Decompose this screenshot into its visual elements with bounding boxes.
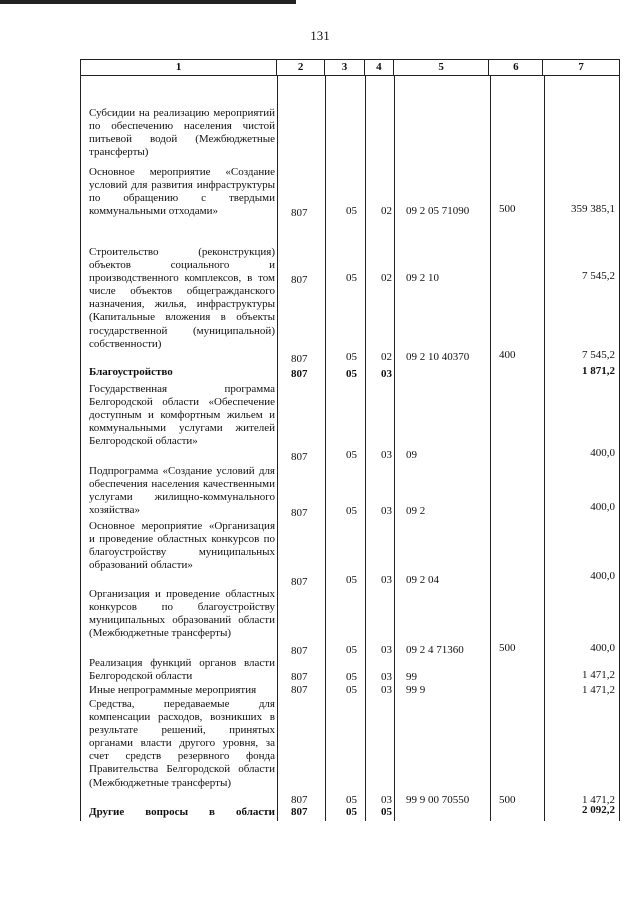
row-col-4: 03 bbox=[381, 449, 392, 461]
row-col-2: 807 bbox=[291, 207, 308, 219]
row-col-3: 05 bbox=[346, 671, 357, 683]
row-col-4: 02 bbox=[381, 272, 392, 284]
row-col-7: 1 871,2 bbox=[582, 365, 615, 377]
row-col-4: 05 bbox=[381, 806, 392, 818]
row-col-6: 500 bbox=[499, 642, 516, 654]
page-number: 131 bbox=[310, 28, 330, 43]
top-rule bbox=[0, 0, 296, 4]
table-row-section bbox=[81, 366, 621, 379]
row-col-2: 807 bbox=[291, 806, 308, 818]
row-col-3: 05 bbox=[346, 684, 357, 696]
row-col-4: 03 bbox=[381, 671, 392, 683]
row-description: Реализация функций органов власти Белгородской области bbox=[89, 657, 275, 683]
row-col-7: 1 471,2 bbox=[582, 669, 615, 681]
row-col-5: 99 9 00 70550 bbox=[406, 794, 470, 806]
row-col-5: 09 2 05 71090 bbox=[406, 205, 470, 217]
header-col-2: 2 bbox=[276, 60, 324, 75]
row-col-7: 400,0 bbox=[590, 447, 615, 459]
row-description: Строительство (реконструкция) объектов социального и производственного комплексов, в том числе объектов общегражданского назначения, жилья, инфраструктуры (Капитальные вложения в объекты государственной (муниципальной) собственности) bbox=[89, 246, 275, 350]
row-col-4: 03 bbox=[381, 368, 392, 380]
row-col-5: 09 2 10 40370 bbox=[406, 351, 470, 363]
table-body bbox=[80, 76, 620, 821]
table-row bbox=[81, 657, 621, 684]
header-col-5: 5 bbox=[393, 60, 489, 75]
row-col-4: 03 bbox=[381, 684, 392, 696]
row-col-4: 03 bbox=[381, 644, 392, 656]
row-col-6: 500 bbox=[499, 203, 516, 215]
row-col-2: 807 bbox=[291, 576, 308, 588]
row-col-2: 807 bbox=[291, 368, 308, 380]
row-col-4: 03 bbox=[381, 505, 392, 517]
row-col-7: 1 471,2 bbox=[582, 684, 615, 696]
row-description: Субсидии на реализацию мероприятий по обеспечению населения чистой питьевой водой (Межбюджетные трансферты) bbox=[89, 107, 275, 159]
row-col-3: 05 bbox=[346, 368, 357, 380]
row-description: Основное мероприятие «Создание условий для развития инфраструктуры по обращению с твердыми коммунальными отходами» bbox=[89, 166, 275, 218]
table-row bbox=[81, 698, 621, 805]
row-col-7: 400,0 bbox=[590, 570, 615, 582]
row-col-3: 05 bbox=[346, 644, 357, 656]
header-col-4: 4 bbox=[364, 60, 393, 75]
budget-table bbox=[80, 59, 620, 821]
row-col-2: 807 bbox=[291, 353, 308, 365]
row-col-3: 05 bbox=[346, 794, 357, 806]
table-row bbox=[81, 684, 621, 697]
row-col-7: 2 092,2 bbox=[582, 804, 615, 816]
row-col-3: 05 bbox=[346, 351, 357, 363]
row-col-7: 7 545,2 bbox=[582, 349, 615, 361]
row-description: Иные непрограммные мероприятия bbox=[89, 684, 257, 696]
row-col-4: 03 bbox=[381, 574, 392, 586]
row-col-3: 05 bbox=[346, 806, 357, 818]
row-col-4: 03 bbox=[381, 794, 392, 806]
row-description: Средства, передаваемые для компенсации расходов, возникших в результате решений, принятых органами власти другого уровня, за счет средств резервного фонда Правительства Белгородской области (Межбюджетные трансферты) bbox=[89, 698, 275, 789]
row-col-2: 807 bbox=[291, 507, 308, 519]
header-col-3: 3 bbox=[324, 60, 364, 75]
row-col-7: 1 471,2 bbox=[582, 794, 615, 806]
table-row bbox=[81, 246, 621, 363]
row-col-2: 807 bbox=[291, 451, 308, 463]
row-col-6: 500 bbox=[499, 794, 516, 806]
row-description: Организация и проведение областных конкурсов по благоустройству муниципальных образований области (Межбюджетные трансферты) bbox=[89, 588, 275, 640]
header-col-7: 7 bbox=[542, 60, 619, 75]
row-description: Государственная программа Белгородской области «Обеспечение доступным и комфортным жильем и коммунальными услугами жителей Белгородской области» bbox=[89, 383, 275, 448]
row-col-2: 807 bbox=[291, 794, 308, 806]
row-col-5: 99 9 bbox=[406, 684, 426, 696]
table-row bbox=[81, 465, 621, 519]
table-row bbox=[81, 588, 621, 656]
row-col-7: 359 385,1 bbox=[571, 203, 615, 215]
row-col-7: 400,0 bbox=[590, 642, 615, 654]
row-col-3: 05 bbox=[346, 574, 357, 586]
table-row bbox=[81, 383, 621, 463]
table-row-section bbox=[81, 806, 621, 819]
row-col-3: 05 bbox=[346, 505, 357, 517]
row-description: Основное мероприятие «Организация и проведение областных конкурсов по благоустройству муниципальных образований области» bbox=[89, 520, 275, 572]
row-col-5: 09 2 4 71360 bbox=[406, 644, 464, 656]
table-row bbox=[81, 520, 621, 587]
row-col-3: 05 bbox=[346, 272, 357, 284]
header-col-1: 1 bbox=[175, 61, 182, 73]
row-col-4: 02 bbox=[381, 205, 392, 217]
row-col-5: 09 2 04 bbox=[406, 574, 439, 586]
row-col-2: 807 bbox=[291, 645, 308, 657]
row-col-7: 7 545,2 bbox=[582, 270, 615, 282]
header-col-6: 6 bbox=[488, 60, 542, 75]
row-col-2: 807 bbox=[291, 684, 308, 696]
table-header bbox=[80, 59, 620, 76]
row-col-7: 400,0 bbox=[590, 501, 615, 513]
row-col-3: 05 bbox=[346, 449, 357, 461]
row-description: Подпрограмма «Создание условий для обеспечения населения качественными услугами жилищно-коммунального хозяйства» bbox=[89, 465, 275, 517]
row-col-4: 02 bbox=[381, 351, 392, 363]
row-col-2: 807 bbox=[291, 274, 308, 286]
row-col-5: 09 2 bbox=[406, 505, 426, 517]
row-description: Благоустройство bbox=[89, 366, 173, 378]
row-col-6: 400 bbox=[499, 349, 516, 361]
row-col-5: 09 bbox=[406, 449, 417, 461]
row-col-5: 09 2 10 bbox=[406, 272, 439, 284]
row-col-5: 99 bbox=[406, 671, 417, 683]
row-col-2: 807 bbox=[291, 671, 308, 683]
row-description: Другие вопросы в области bbox=[89, 806, 275, 818]
row-col-3: 05 bbox=[346, 205, 357, 217]
